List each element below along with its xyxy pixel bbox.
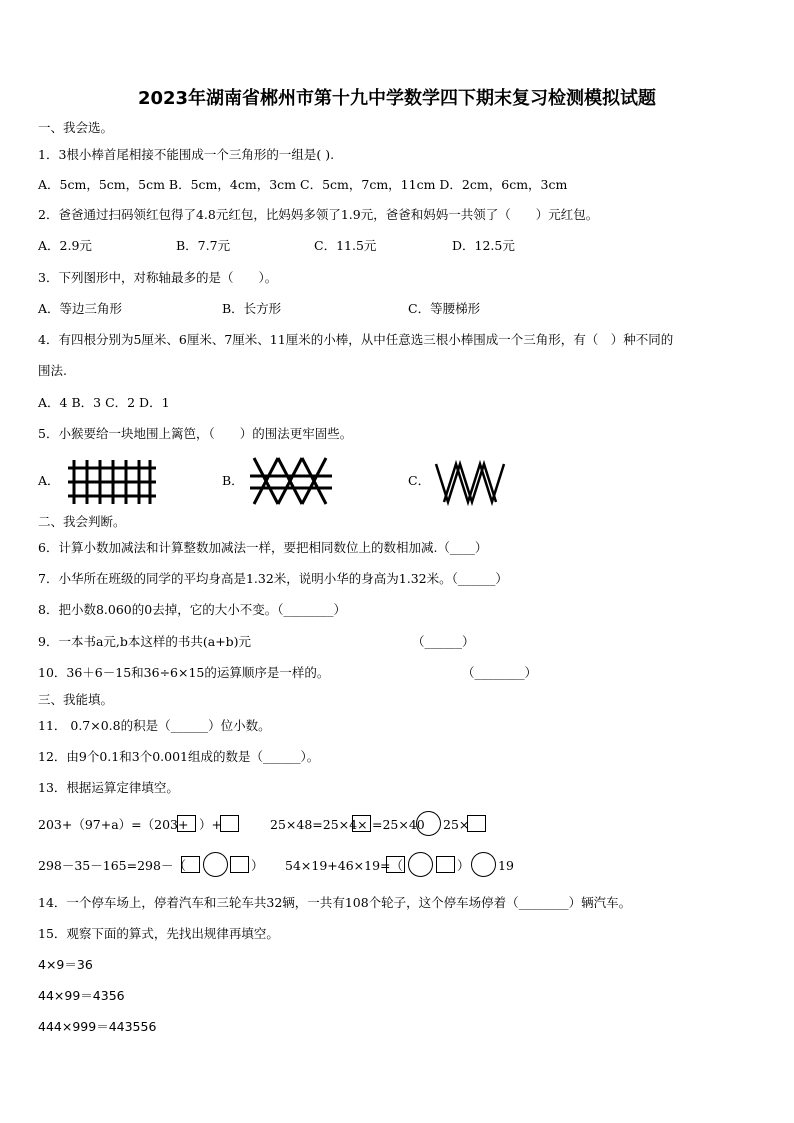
question-12: 12．由9个0.1和3个0.001组成的数是（______）。 [38, 749, 320, 764]
expression-4-right: 19 [498, 858, 514, 873]
answer-box[interactable] [230, 856, 249, 873]
operator-circle[interactable] [408, 852, 433, 877]
question-10-blank[interactable]: （________） [462, 665, 538, 680]
expression-2-mid: =25×40 [372, 817, 425, 832]
question-10: 10．36＋6－15和36÷6×15的运算顺序是一样的。 [38, 665, 330, 680]
answer-box[interactable] [220, 815, 239, 832]
question-4-line-2: 围法. [38, 363, 67, 378]
question-5-option-b: B． [222, 473, 244, 488]
operator-circle[interactable] [416, 811, 441, 836]
fence-cross-figure [250, 456, 334, 506]
fence-zigzag-figure [434, 460, 506, 506]
question-14: 14．一个停车场上，停着汽车和三轮车共32辆，一共有108个轮子，这个停车场停着（________）辆汽车。 [38, 895, 632, 910]
section-heading-fill: 三、我能填。 [38, 692, 114, 707]
answer-box[interactable] [436, 856, 455, 873]
question-1-options: A．5cm，5cm，5cm B．5cm，4cm，3cm C．5cm，7cm，11cm D．2cm，6cm，3cm [38, 177, 568, 192]
pattern-formula-1: 4×9＝36 [38, 957, 93, 972]
answer-box[interactable] [352, 815, 371, 832]
expression-3-left: 298－35－165=298－（ [38, 858, 186, 873]
pattern-formula-2: 44×99＝4356 [38, 988, 125, 1003]
question-9: 9．一本书a元,b本这样的书共(a+b)元 [38, 634, 252, 649]
operator-circle[interactable] [203, 852, 228, 877]
page-title: 2023年湖南省郴州市第十九中学数学四下期末复习检测模拟试题 [137, 88, 657, 109]
expression-2-left: 25×48=25×4× [270, 817, 368, 832]
question-7: 7．小华所在班级的同学的平均身高是1.32米，说明小华的身高为1.32米。（______） [38, 571, 508, 586]
question-3-option-c: C．等腰梯形 [408, 301, 481, 316]
question-3-option-a: A．等边三角形 [38, 301, 123, 316]
question-5-option-a: A． [38, 473, 60, 488]
fence-grid-figure [66, 458, 158, 506]
expression-1-mid: ）+ [199, 817, 222, 832]
question-6: 6．计算小数加减法和计算整数加减法一样，要把相同数位上的数相加减.（____） [38, 540, 488, 555]
question-5-option-c: C． [408, 473, 431, 488]
answer-box[interactable] [386, 856, 405, 873]
expression-3-right: ） [251, 858, 264, 873]
question-2-option-d: D．12.5元 [452, 238, 515, 253]
operator-circle[interactable] [471, 852, 496, 877]
question-9-blank[interactable]: （______） [412, 634, 475, 649]
question-2: 2．爸爸通过扫码领红包得了4.8元红包，比妈妈多领了1.9元，爸爸和妈妈一共领了（ ）元红包。 [38, 207, 599, 222]
pattern-formula-3: 444×999＝443556 [38, 1019, 157, 1034]
question-3: 3．下列图形中，对称轴最多的是（ ）。 [38, 270, 278, 285]
question-1: 1．3根小棒首尾相接不能围成一个三角形的一组是( ). [38, 147, 335, 162]
expression-2-right: 25× [443, 817, 470, 832]
answer-box[interactable] [177, 815, 196, 832]
question-15: 15．观察下面的算式，先找出规律再填空。 [38, 926, 279, 941]
answer-box[interactable] [467, 815, 486, 832]
expression-4-mid: ） [457, 858, 470, 873]
question-4-options: A．4 B．3 C．2 D．1 [38, 395, 170, 410]
expression-4-left: 54×19+46×19=（ [285, 858, 404, 873]
question-2-option-c: C．11.5元 [314, 238, 377, 253]
question-2-option-b: B．7.7元 [176, 238, 231, 253]
section-heading-choose: 一、我会选。 [38, 120, 114, 135]
question-3-option-b: B．长方形 [222, 301, 282, 316]
question-5: 5．小猴要给一块地围上篱笆，（ ）的围法更牢固些。 [38, 426, 353, 441]
expression-1-left: 203+（97+a）=（203+ [38, 817, 189, 832]
question-13: 13．根据运算定律填空。 [38, 780, 179, 795]
question-11: 11． 0.7×0.8的积是（______）位小数。 [38, 718, 271, 733]
question-2-option-a: A．2.9元 [38, 238, 92, 253]
question-8: 8．把小数8.060的0去掉，它的大小不变。（________） [38, 602, 346, 617]
answer-box[interactable] [181, 856, 200, 873]
section-heading-judge: 二、我会判断。 [38, 514, 126, 529]
question-4-line-1: 4．有四根分别为5厘米、6厘米、7厘米、11厘米的小棒，从中任意选三根小棒围成一个三角形，有（ ）种不同的 [38, 332, 674, 347]
